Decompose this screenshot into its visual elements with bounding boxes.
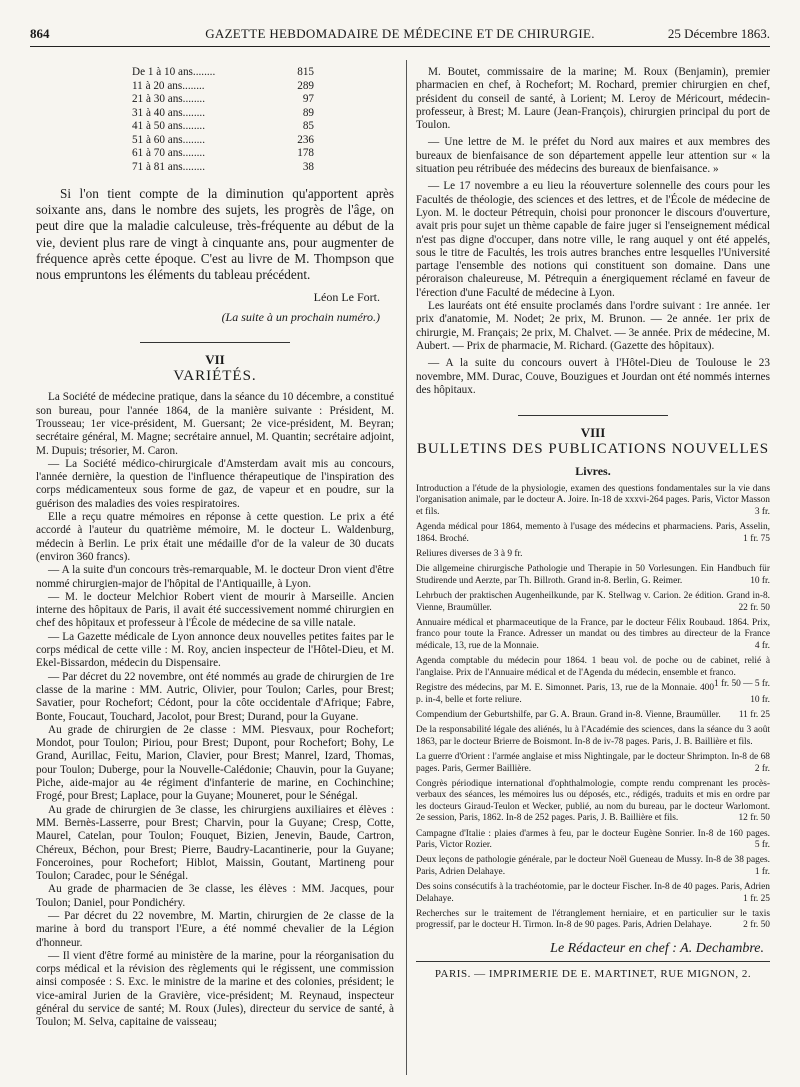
bibliography-entry: Deux leçons de pathologie générale, par le docteur Noël Gueneau de Mussy. In-8 de 38 pages. Paris, Adrien Delahaye. 1 fr. [416,855,770,877]
age-row: 71 à 81 ans........ 38 [132,160,314,173]
author-signature: Léon Le Fort. [313,290,380,305]
editor-line: Le Rédacteur en chef : A. Dechambre. [550,940,764,956]
section-number: VIII [580,425,606,441]
news-paragraph: Au grade de chirurgien de 2e classe : MM. Piesvaux, pour Rochefort; Mondot, pour Toulon; Piriou, pour Brest; Dupont, pour Rochefort; Bohy, Le Grand, Aurillac, Feitu, Marion, Clavier, pour Brest; Manrel, Izard, Thomas, pour Toulon; Duberge, pour la Nouvelle-Calédonie; Chauvin, pour la Guyane; Piche, aide-major au 4e régiment d'infanterie de marine, en Cochinchine; Frogé, pour Brest; Laplace, pour la Guyane; Mouneret, pour le Sénégal. [36,723,394,803]
imprint-rule [416,961,770,962]
page-header [30,26,770,44]
bibliography-entry: Introduction a l'étude de la physiologie, examen des questions fondamentales sur la vie dans l'organisation animale, par le docteur A. Joire. In-18 de xxxvi-264 pages. Paris, Victor Masson et fils. 3 fr. [416,484,770,517]
news-paragraph: M. Boutet, commissaire de la marine; M. Roux (Benjamin), premier pharmacien en chef, à Rochefort; M. Rochard, premier chirurgien en chef, président du conseil de santé, à Lorient; M. Leroy de Méricourt, médecin-professeur, à Brest; M. Laure (Jean-François), chirurgien principal du port de Toulon. [416,66,770,132]
bibliography-entry: Des soins consécutifs à la trachéotomie, par le docteur Fischer. In-8 de 40 pages. Paris, Adrien Delahaye. 1 fr. 25 [416,882,770,904]
bibliography-entry: La guerre d'Orient : l'armée anglaise et miss Nightingale, par le docteur Shrimpton. In-8 de 68 pages. Paris, Germer Baillière. 2 fr. [416,752,770,774]
news-paragraph: — A la suite d'un concours très-remarquable, M. le docteur Dron vient d'être nommé chirurgien-major de l'hôpital de l'Antiquaille, à Lyon. [36,564,394,590]
bibliography-entry: Die allgemeine chirurgische Pathologie und Therapie in 50 Vorlesungen. Ein Handbuch für Studirende und Aerzte, par Th. Billroth. Grand in-8. Berlin, G. Reimer. 10 fr. [416,564,770,586]
article-conclusion: Si l'on tient compte de la diminution qu'apportent après soixante ans, dans le nombre des sujets, les progrès de l'âge, on peut dire que la maladie calculeuse, très-fréquente au début de la vie, devient plus rare de vingt à cinquante ans, pour augmenter de fréquence après cette époque. C'est au livre de M. Thompson que nous empruntons les éléments du tableau précédent. [36,186,394,283]
continuation-note: (La suite à un prochain numéro.) [221,309,380,324]
news-paragraph: — La Gazette médicale de Lyon annonce deux nouvelles petites faites par le corps médical de cette ville : M. Roy, ancien inspecteur de l'Hôtel-Dieu, et M. Ekel-Bissardon, médecin du Dispensaire. [36,630,394,670]
section-title: VARIÉTÉS. [173,368,257,385]
news-paragraph: — La Société médico-chirurgicale d'Amsterdam avait mis au concours, l'année dernière, la question de l'influence thérapeutique de l'inspiration des corps médicamenteux sous forme de gaz, de vapeur et en poudre, sur la guérison des maladies des voies respiratoires. [36,457,394,510]
news-paragraph: — Une lettre de M. le préfet du Nord aux maires et aux membres des bureaux de bienfaisance de son département appelle leur attention sur « la situation peu rétribuée des médecins des bureaux de bienfaisance. » [416,136,770,176]
bibliography-entry: Lehrbuch der praktischen Augenheilkunde, par K. Stellwag v. Carion. 2e édition. Grand in-8. Vienne, Braumüller. 22 fr. 50 [416,591,770,613]
bibliography-entry: Campagne d'Italie : plaies d'armes à feu, par le docteur Eugène Sonrier. In-8 de 160 pages. Paris, Victor Rozier. 5 fr. [416,828,770,850]
news-paragraph: — M. le docteur Melchior Robert vient de mourir à Marseille. Ancien interne des hôpitaux de Paris, il avait été successivement nommé chirurgien en chef des hôpitaux et professeur à l'École de médecine de sa ville natale. [36,590,394,630]
section-number: VII [205,351,225,367]
section-subtitle: Livres. [575,463,611,478]
section-title: BULLETINS DES PUBLICATIONS NOUVELLES [416,441,770,458]
bibliography-entry: Congrès périodique international d'ophthalmologie, compte rendu comprenant les procès-verbaux des séances, les mémoires lus ou déposés, etc., rédigés, traduits et mis en ordre par les docteurs Giraud-Teulon et Wecker, publié, au nom du bureau, par le docteur Warlomont. 2e session, Paris, 1862. In-8 de 252 pages. Paris, J. B. Baillière et fils. 12 fr. 50 [416,778,770,824]
left-column [36,66,394,1030]
bibliography-entry: Compendium der Geburtshilfe, par G. A. Braun. Grand in-8. Vienne, Braumüller. 11 fr. 25 [416,709,770,720]
news-paragraph: — Le 17 novembre a eu lieu la réouverture solennelle des cours pour les Facultés de théologie, des sciences et des lettres, et de l'École de médecine de Lyon. M. le docteur Pétrequin, choisi pour prononcer le discours d'ouverture, avait pris pour sujet un thème capable de faire juger si l'enseignement médical n'est pas digne d'occuper, dans notre ville, le rang auquel y ont été appelés, sous le titre de Facultés, les trois autres branches entre lesquelles l'Université partage l'ensemble des notions qui constituent son domaine. Dans une péroraison chaleureuse, M. Pétrequin a énergiquement réclamé en faveur de l'érection d'une Faculté de médecine à Lyon. [416,180,770,299]
age-row: 21 à 30 ans........ 97 [132,93,314,105]
bibliography-entry: Agenda comptable du médecin pour 1864. 1 beau vol. de poche ou de cabinet, relié à l'anglaise. Prix de l'Annuaire médical et de l'Agenda du médecin, ensemble et franco. 1 fr. 50 — 5 fr. [416,656,770,690]
news-paragraph: — A la suite du concours ouvert à l'Hôtel-Dieu de Toulouse le 23 novembre, MM. Durac, Couve, Bouzigues et Jourdan ont été nommés internes des hôpitaux. [416,357,770,396]
news-paragraph: Elle a reçu quatre mémoires en réponse à cette question. Le prix a été accordé à l'auteur du quatrième mémoire, M. le docteur L. Waldenburg, médecin à Berlin. Le prix était une médaille d'or de la valeur de 30 ducats (environ 360 francs). [36,511,394,563]
news-paragraph: — Par décret du 22 novembre, ont été nommés au grade de chirurgien de 1re classe de la marine : MM. Autric, Olivier, pour Toulon; Carles, pour Brest; Savatier, pour Rochefort; Cédont, pour la côte occidentale d'Afrique; Fabre, Bonte, Foucaut, Touchard, Jacolot, pour Brest; Durand, pour la Guyane. [36,670,394,723]
age-row: 11 à 20 ans........ 289 [132,79,314,92]
age-table [36,66,394,174]
bibliography-list [416,484,770,932]
bibliography-entry: De la responsabilité légale des aliénés, lu à l'Académie des sciences, dans la séance du 3 août 1863, par le docteur Brierre de Boismont. In-8 de iv-78 pages. Paris, J. B. Baillière et fils. [416,725,770,747]
news-paragraph: Au grade de pharmacien de 3e classe, les élèves : MM. Jacques, pour Toulon; Daniel, pour Pondichéry. [36,883,394,909]
bibliography-entry: Recherches sur le traitement de l'étranglement herniaire, et en particulier sur le taxis progressif, par le docteur H. Tirmon. In-8 de 90 pages. Paris, Adrien Delahaye. 2 fr. 50 [416,909,770,931]
news-paragraph: Au grade de chirurgien de 3e classe, les chirurgiens auxiliaires et élèves : MM. Bernès-Lasserre, pour Brest; Charvin, pour la Guyane; Cresp, Cotte, Maurel, Catelan, pour Toulon; Fouquet, Bizien, Jenevin, Baude, Cartron, Chéreux, Béchon, pour Brest; Pierre, Baudry-Lacantinerie, pour la Guyane; Fonceroines, pour Rochefort; Hiblot, Maissin, Goutant, Martineng pour Toulon; Caradec, pour le Sénégal. [36,803,394,883]
news-paragraph: — Par décret du 22 novembre, M. Martin, chirurgien de 2e classe de la marine à bord du transport l'Eure, a été nommé chevalier de la Légion d'honneur. [36,909,394,949]
column-divider [406,60,407,1075]
age-row: 41 à 50 ans........ 85 [132,120,314,132]
page-number: 864 [30,26,50,41]
section-rule [518,415,668,416]
news-paragraph: Les lauréats ont été ensuite proclamés dans l'ordre suivant : 1re année. 1er prix d'anatomie, M. Nodet; 2e prix, M. Brunon. — 2e année. 1er prix de chirurgie, M. Français; 2e prix, M. Chalvet. — 3e année. Prix de médecine, M. Aubert. — Prix de pharmacie, M. Richard. (Gazette des hôpitaux). [416,300,770,352]
bibliography-entry: Reliures diverses de 3 à 9 fr. [416,549,523,560]
news-paragraph: — Il vient d'être formé au ministère de la marine, pour la réorganisation du corps médical et la révision des règlements qui le régissent, une commission ainsi composée : S. Exc. le ministre de la marine et des colonies, président; le vice-amiral Jurien de la Gravière, vice-président; M. Reynaud, inspecteur général du service de santé; M. Roux (Jules), directeur du service de santé, à Toulon; M. Selva, capitaine de vaisseau; [36,949,394,1029]
age-row: 31 à 40 ans........ 89 [132,106,314,119]
issue-date: 25 Décembre 1863. [667,26,770,41]
bibliography-entry: Registre des médecins, par M. E. Simonnet. Paris, 13, rue de la Monnaie. 400 p. in-4, belle et forte reliure. 10 fr. [416,683,770,705]
header-rule [30,46,770,47]
age-row: De 1 à 10 ans........ 815 [132,66,314,78]
printer-imprint: PARIS. — IMPRIMERIE DE E. MARTINET, RUE MIGNON, 2. [434,968,752,981]
journal-title: GAZETTE HEBDOMADAIRE DE MÉDECINE ET DE CHIRURGIE. [205,26,595,41]
bibliography-entry: Agenda médical pour 1864, memento à l'usage des médecins et pharmaciens. Paris, Asselin, 1864. Broché. 1 fr. 75 [416,522,770,544]
age-row: 61 à 70 ans........ 178 [132,147,314,159]
news-paragraph: La Société de médecine pratique, dans la séance du 10 décembre, a constitué son bureau, pour l'année 1864, de la manière suivante : Président, M. Trousseau; 1er vice-président, M. Guersant; 2e vice-président, M. Beyran; secrétaire général, M. Magne; secrétaire annuel, M. Quantin; secrétaire adjoint, M. Dupuis; trésorier, M. Caron. [36,391,394,457]
bibliography-entry: Annuaire médical et pharmaceutique de la France, par le docteur Félix Roubaud. 1864. Prix, franco pour toute la France. Adresser un mandat ou des timbres au directeur de la France médicale, 13, rue de la Monnaie. 4 fr. [416,618,770,651]
age-row: 51 à 60 ans........ 236 [132,133,314,146]
section-rule [140,342,290,343]
right-column [416,66,770,981]
